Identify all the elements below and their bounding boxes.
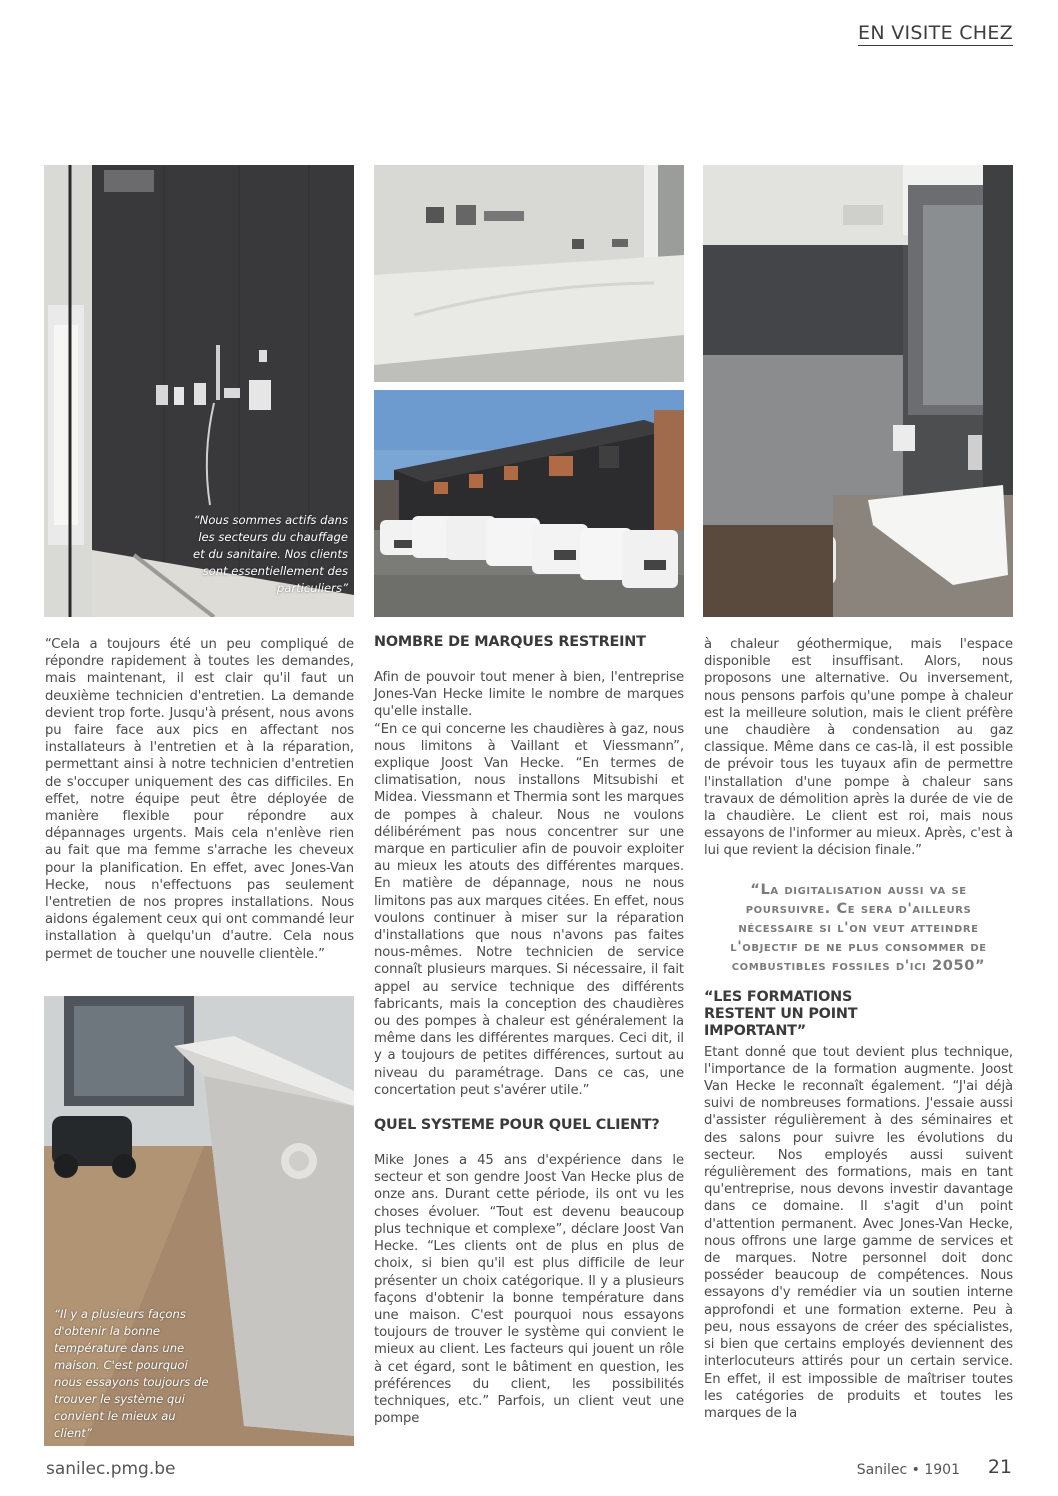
column-3 [704, 636, 1013, 1422]
body-paragraph: à chaleur géothermique, mais l'espace disponible est insuffisant. Alors, nous proposons une alternative. Ou inversement, nous pensons parfois qu'une pompe à chaleur est la meilleure solution, mais le client préfère une chaudière à condensation au gaz classique. Même dans ce cas-là, il est possible de prévoir tous les tuyaux afin de permettre l'installation d'une pompe à chaleur sans travaux de démolition après la durée de vie de la chaudière. Le client est roi, mais nous essayons de l'informer au mieux. Après, c'est à lui que revient la décision finale.” [704, 637, 1013, 859]
subheading-marques: NOMBRE DE MARQUES RESTREINT [374, 634, 646, 650]
column-1 [45, 636, 354, 963]
shower-caption: “Nous sommes actifs dans les secteurs du chauffage et du sanitaire. Nos clients sont essentiellement des particuliers” [193, 513, 348, 595]
body-paragraph: “En ce qui concerne les chaudières à gaz, nous nous limitons à Vaillant et Viessmann”, explique Joost Van Hecke. “En termes de climatisation, nous installons Mitsubishi et Midea. Viessmann et Thermia sont les marques de pompes à chaleur. Nous ne voulons délibérément pas nous concentrer sur une marque en particulier afin de pouvoir exploiter au mieux les atouts des différentes marques. En matière de dépannage, nous ne nous limitons pas aux marques citées. En effet, nous voulons continuer à miser sur la réparation d'installations que nous n'avons pas faites nous-mêmes. Notre technicien de service connaît plusieurs marques. Si nécessaire, il fait appel au service technique des différents fabricants, mais la conception des chaudières ou des pompes à chaleur est généralement la même dans les différentes marques. Ceci dit, il y a toujours de petites différences, surtout au niveau du paramétrage. Dans ce cas, une concertation peut s'avérer utile.” [374, 721, 684, 1098]
building-photo [374, 390, 684, 617]
body-paragraph: Etant donné que tout devient plus technique, l'importance de la formation augmente. Joost Van Hecke le reconnaît également. “J'ai déjà suivi de nombreuses formations. J'essaie aussi d'assister régulièrement à des séminaires et des salons pour suivre les évolutions du secteur. Nos employés aussi suivent régulièrement des formations, mais en tant qu'entreprise, nous devons investir davantage dans ce domaine. Il s'agit d'un point d'attention permanent. Avec Jones-Van Hecke, nous offrons une large gamme de services et de marques. Notre personnel doit donc posséder beaucoup de compétences. Nous essayons d'y remédier via un soutien interne approfondi et une formation externe. Peu à peu, nous essayons de créer des spécialistes, si bien que certains employés deviennent des interlocuteurs attirés pour un certain service. En effet, il est impossible de maîtriser toutes les catégories de produits et toutes les marques de la [704, 1044, 1013, 1421]
bathroom-photo [703, 165, 1013, 617]
pull-quote: “La digitalisation aussi va se poursuivre. Ce sera d'ailleurs nécessaire si l'on veut atteindre l'objectif de ne plus consommer de combustibles fossiles d'ici 2050” [730, 880, 987, 974]
subheading-formations: “LES FORMATIONS RESTENT UN POINT IMPORTANT” [704, 988, 858, 1039]
body-paragraph: “Cela a toujours été un peu compliqué de répondre rapidement à toutes les demandes, mais maintenant, il est clair qu'il faut un deuxième technicien d'entretien. La demande devient trop forte. Jusqu'à présent, nous avons pu faire face aux pics en affectant nos installateurs à l'entretien et à la réparation, permettant ainsi à notre technicien d'entretien de s'occuper uniquement des cas difficiles. En effet, notre équipe peut être déployée de manière flexible pour répondre aux dépannages urgents. Mais cela n'enlève rien au fait que ma femme s'arrache les cheveux pour la planification. En effet, avec Jones-Van Hecke, nous n'effectuons pas seulement l'entretien de nos propres installations. Nous aidons également ceux qui ont commandé leur installation à quelqu'un d'autre. Cela nous permet de toucher une nouvelle clientèle.” [45, 637, 354, 962]
column-2 [374, 634, 684, 1427]
magazine-issue: Sanilec • 1901 [856, 1462, 960, 1478]
sink-photo [374, 165, 684, 382]
body-paragraph: Afin de pouvoir tout mener à bien, l'entreprise Jones-Van Hecke limite le nombre de marques qu'elle installe. [374, 670, 684, 720]
subheading-systeme: QUEL SYSTEME POUR QUEL CLIENT? [374, 1117, 660, 1134]
page-number: 21 [987, 1456, 1012, 1478]
website-link[interactable]: sanilec.pmg.be [46, 1459, 176, 1479]
radiator-caption: “Il y a plusieurs façons d'obtenir la bonne température dans une maison. C'est pourquoi nous essayons toujours de trouver le système qui convient le mieux au client” [54, 1307, 209, 1440]
body-paragraph: Mike Jones a 45 ans d'expérience dans le secteur et son gendre Joost Van Hecke plus de onze ans. Durant cette période, ils ont vu les choses évoluer. “Tout est devenu beaucoup plus technique et complexe”, déclare Joost Van Hecke. “Les clients ont de plus en plus de choix, si bien qu'il est plus difficile de leur présenter un choix catégorique. Il y a plusieurs façons d'obtenir la bonne température dans une maison. C'est pourquoi nous essayons toujours de trouver le système qui convient le mieux au client. Les facteurs qui jouent un rôle à cet égard, sont le bâtiment en question, les préférences du client, les possibilités techniques, etc.” Parfois, un client veut une pompe [374, 1153, 684, 1427]
section-label: EN VISITE CHEZ [858, 22, 1013, 44]
